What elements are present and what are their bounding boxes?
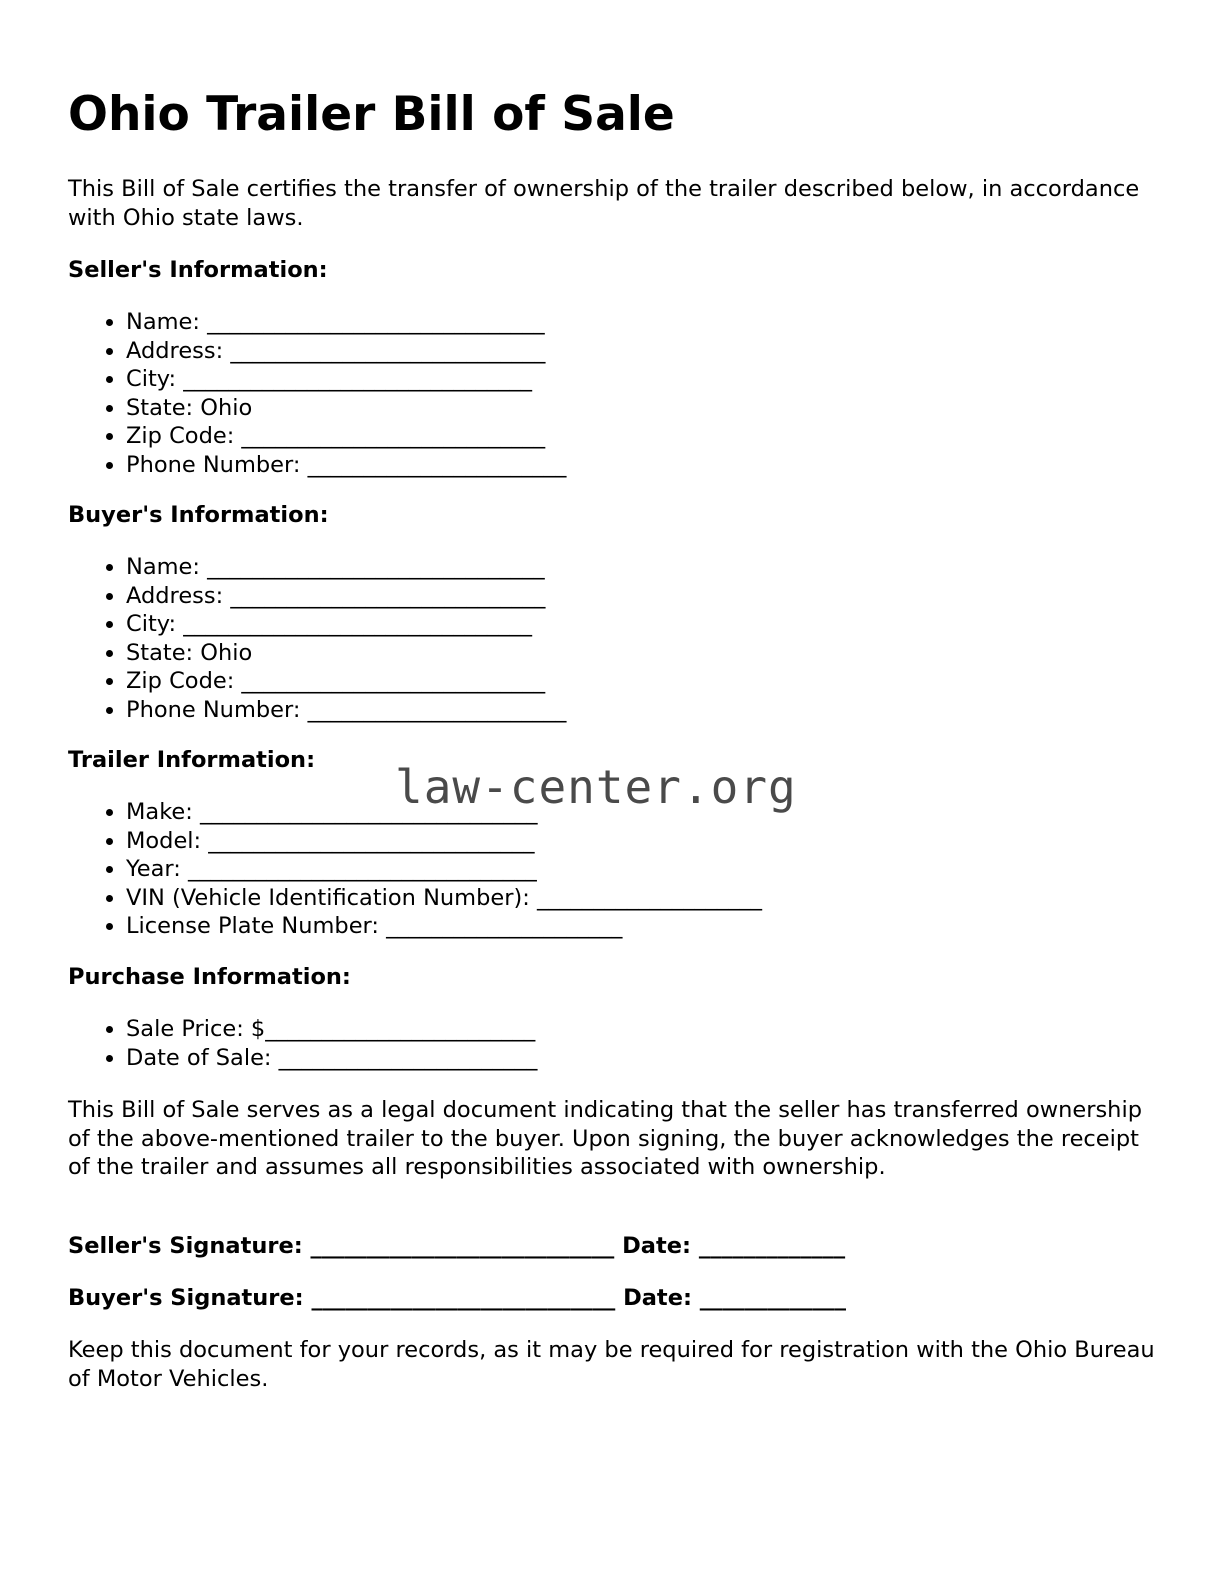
watermark: law-center.org [395,760,797,814]
list-item: • Zip Code: ___________________________ [126,667,566,696]
trailer-heading: Trailer Information: [68,747,316,773]
list-item: • Make: ______________________________ [126,798,762,827]
footer-paragraph: Keep this document for your records, as it may be required for registration with the Ohio Bureau of Motor Vehicles. [68,1337,1155,1392]
list-item: • State: Ohio [126,394,566,423]
list-item: • Year: _______________________________ [126,855,762,884]
buyer-list [68,553,566,724]
list-item: • Address: ____________________________ [126,582,566,611]
list-item: • Date of Sale: _______________________ [126,1044,537,1073]
legal-paragraph: This Bill of Sale serves as a legal document indicating that the seller has transferred ownership of the above-mentioned trailer to the buyer. Upon signing, the buyer acknowledges the receipt of the trailer and assumes all responsibilities associated with ownership. [68,1097,1142,1180]
intro-paragraph: This Bill of Sale certifies the transfer of ownership of the trailer described below, in accordance with Ohio state laws. [68,176,1140,231]
list-item: • Name: ______________________________ [126,553,566,582]
purchase-heading: Purchase Information: [68,964,351,990]
list-item: • Address: ____________________________ [126,337,566,366]
list-item: • VIN (Vehicle Identification Number): ____________________ [126,884,762,913]
list-item: • City: _______________________________ [126,610,566,639]
list-item: • Name: ______________________________ [126,308,566,337]
list-item: • State: Ohio [126,639,566,668]
page-title: Ohio Trailer Bill of Sale [68,87,675,142]
list-item: • City: _______________________________ [126,365,566,394]
seller-list [68,308,566,479]
purchase-list [68,1015,537,1072]
list-item: • License Plate Number: _____________________ [126,912,762,941]
buyer-heading: Buyer's Information: [68,502,329,528]
buyer-signature-line: Buyer's Signature: ___________________________ Date: _____________ [68,1285,847,1311]
list-item: • Phone Number: _______________________ [126,451,566,480]
seller-heading: Seller's Information: [68,257,328,283]
list-item: • Zip Code: ___________________________ [126,422,566,451]
list-item: • Sale Price: $________________________ [126,1015,537,1044]
seller-signature-line: Seller's Signature: ___________________________ Date: _____________ [68,1233,846,1259]
list-item: • Model: _____________________________ [126,827,762,856]
trailer-list [68,798,762,941]
list-item: • Phone Number: _______________________ [126,696,566,725]
